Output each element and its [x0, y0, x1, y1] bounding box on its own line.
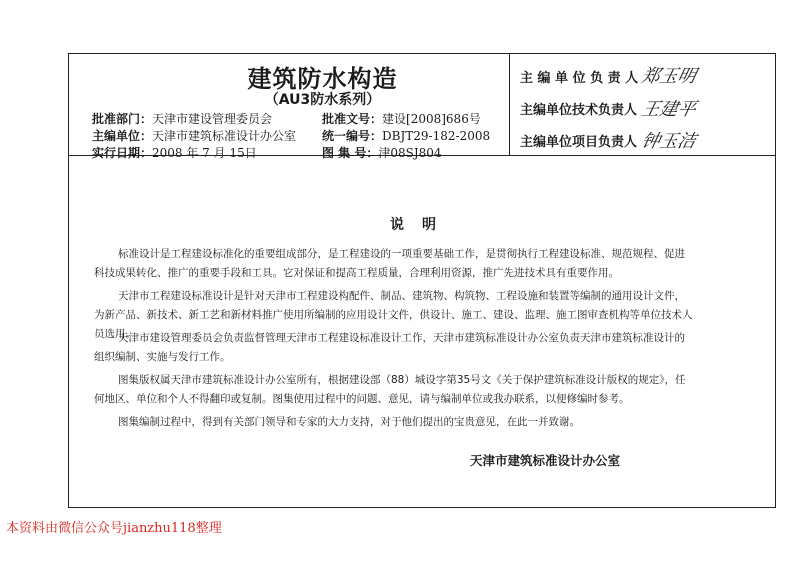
paragraph: 图集版权属天津市建筑标准设计办公室所有，根据建设部（88）城设字第35号文《关于保护建筑标准设计版权的规定》，任何地区、单位和个人不得翻印或复制。图集使用过程中的问题、意见，请与编制单位或我办联系，以便修编时参考。 [94, 374, 686, 405]
approval-dept: 批准部门：天津市建设管理委员会 [92, 112, 273, 126]
page-subtitle: （AU3防水系列） [264, 92, 381, 108]
approval-doc: 批准文号：建设[2008]686号 [322, 112, 481, 126]
paragraph: 标准设计是工程建设标准化的重要组成部分，是工程建设的一项重要基础工作，是贯彻执行工程建设标准、规范规程、促进科技成果转化、推广的重要手段和工具。它对保证和提高工程质量，合理利用资源，推广先进技术具有重要作用。 [94, 248, 685, 279]
responsible-label: 主编单位技术负责人 [520, 103, 638, 118]
paragraph: 图集编制过程中，得到有关部门领导和专家的大力支持，对于他们提出的宝贵意见，在此一并致谢。 [118, 416, 580, 428]
signature: 王建平 [639, 99, 698, 120]
effective-date: 实行日期：2008 年 7 月 15日 [92, 146, 257, 160]
signoff: 天津市建筑标准设计办公室 [470, 453, 621, 468]
page-title: 建筑防水构造 [247, 65, 398, 93]
signature: 郑玉明 [639, 66, 698, 87]
watermark: 本资料由微信公众号jianzhu118整理 [6, 521, 222, 536]
atlas-no: 图 集 号：津08SJ804 [322, 146, 442, 160]
signature: 钟玉洁 [639, 131, 698, 152]
unified-no: 统一编号：DBJT29-182-2008 [322, 129, 491, 143]
paragraph: 天津市工程建设标准设计是针对天津市工程建设构配件、制品、建筑物、构筑物、工程设施和装置等编制的通用设计文件，为新产品、新技术、新工艺和新材料推广使用所编制的应用设计文件，供设计、施工、建设、监理、施工图审查机构等单位技术人员选用。 [94, 290, 693, 340]
paragraph: 天津市建设管理委员会负责监督管理天津市工程建设标准设计工作，天津市建筑标准设计办公室负责天津市建筑标准设计的组织编制、实施与发行工作。 [94, 332, 685, 363]
responsible-label: 主编单位项目负责人 [520, 135, 638, 150]
responsible-label: 主 编 单 位 负 责 人 [520, 71, 639, 86]
section-title: 说明 [390, 217, 454, 233]
compile-unit: 主编单位：天津市建筑标准设计办公室 [92, 129, 297, 143]
